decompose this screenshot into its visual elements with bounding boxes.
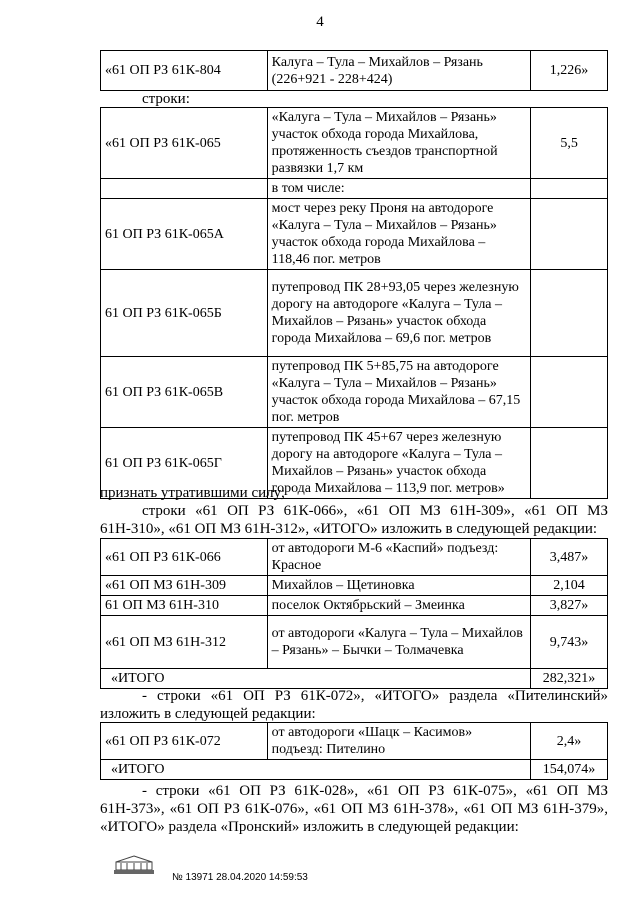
row-code: «61 ОП РЗ 61К-072 <box>101 723 268 760</box>
row-code: 61 ОП МЗ 61Н-310 <box>101 596 268 616</box>
table-row <box>101 357 608 428</box>
row-name: путепровод ПК 28+93,05 через железную дорогу на автодороге «Калуга – Тула – Михайлов – Рязань» участок обхода города Михайлова – 69,6 пог. метров <box>267 270 530 357</box>
table-top <box>100 50 608 91</box>
row-value <box>531 270 608 357</box>
table-row <box>101 723 608 760</box>
registration-stamp: № 13971 28.04.2020 14:59:53 <box>172 872 308 883</box>
row-name: «Калуга – Тула – Михайлов – Рязань» участок обхода города Михайлова, протяженность съездов транспортной развязки 1,7 км <box>267 108 530 179</box>
table-row <box>101 616 608 669</box>
paragraph-mikhailovsky: строки «61 ОП РЗ 61К-066», «61 ОП МЗ 61Н-309», «61 ОП МЗ 61Н-310», «61 ОП МЗ 61Н-312», «ИТОГО» изложить в следующей редакции: <box>100 503 608 537</box>
row-name: Калуга – Тула – Михайлов – Рязань (226+921 - 228+424) <box>267 51 530 91</box>
table-row <box>101 179 608 199</box>
row-name: путепровод ПК 5+85,75 на автодороге «Калуга – Тула – Михайлов – Рязань» участок обхода города Михайлова – 67,15 пог. метров <box>267 357 530 428</box>
row-value <box>531 179 608 199</box>
table-row <box>101 270 608 357</box>
row-name: в том числе: <box>267 179 530 199</box>
table-mikhailovsky <box>100 538 608 689</box>
row-name: Михайлов – Щетиновка <box>267 576 530 596</box>
row-value: 9,743» <box>531 616 608 669</box>
table-row <box>101 51 608 91</box>
row-value <box>531 357 608 428</box>
row-value: 3,487» <box>531 539 608 576</box>
row-code: «61 ОП РЗ 61К-065 <box>101 108 268 179</box>
paragraph-pitelinsky: - строки «61 ОП РЗ 61К-072», «ИТОГО» раздела «Пителинский» изложить в следующей редакции: <box>100 688 608 722</box>
row-name: от автодороги «Калуга – Тула – Михайлов – Рязань» – Бычки – Толмачевка <box>267 616 530 669</box>
label-stroki: строки: <box>142 91 190 107</box>
row-code: 61 ОП РЗ 61К-065Г <box>101 428 268 499</box>
row-name: путепровод ПК 45+67 через железную дорогу на автодороге «Калуга – Тула – Михайлов – Рязань» участок обхода города Михайлова – 113,9 пог. метров» <box>267 428 530 499</box>
table-pitelinsky <box>100 722 608 780</box>
table-total-row <box>101 760 608 780</box>
row-code: «61 ОП МЗ 61Н-312 <box>101 616 268 669</box>
paragraph-lost-force: признать утратившими силу; <box>100 485 286 501</box>
table-row <box>101 539 608 576</box>
total-value: 282,321» <box>531 669 608 689</box>
row-value: 1,226» <box>531 51 608 91</box>
table-total-row <box>101 669 608 689</box>
page-number: 4 <box>316 14 324 30</box>
total-value: 154,074» <box>531 760 608 780</box>
row-name: поселок Октябрьский – Змеинка <box>267 596 530 616</box>
row-code <box>101 179 268 199</box>
row-name: от автодороги М-6 «Каспий» подъезд: Красное <box>267 539 530 576</box>
total-label: «ИТОГО <box>101 669 531 689</box>
table-row <box>101 576 608 596</box>
table-row <box>101 108 608 179</box>
table-row <box>101 596 608 616</box>
building-stamp-icon <box>112 855 156 875</box>
table-row <box>101 199 608 270</box>
row-value: 5,5 <box>531 108 608 179</box>
row-value: 2,104 <box>531 576 608 596</box>
row-value <box>531 199 608 270</box>
row-code: «61 ОП РЗ 61К-804 <box>101 51 268 91</box>
total-label: «ИТОГО <box>101 760 531 780</box>
row-code: 61 ОП РЗ 61К-065А <box>101 199 268 270</box>
row-code: 61 ОП РЗ 61К-065Б <box>101 270 268 357</box>
row-code: «61 ОП РЗ 61К-066 <box>101 539 268 576</box>
row-name: от автодороги «Шацк – Касимов» подъезд: Пителино <box>267 723 530 760</box>
row-code: 61 ОП РЗ 61К-065В <box>101 357 268 428</box>
row-value: 3,827» <box>531 596 608 616</box>
table-lost <box>100 107 608 499</box>
row-value: 2,4» <box>531 723 608 760</box>
row-code: «61 ОП МЗ 61Н-309 <box>101 576 268 596</box>
paragraph-pronsky: - строки «61 ОП РЗ 61К-028», «61 ОП РЗ 61К-075», «61 ОП МЗ 61Н-373», «61 ОП РЗ 61К-076», «61 ОП МЗ 61Н-378», «61 ОП МЗ 61Н-379», «ИТОГО» раздела «Пронский» изложить в следующей редакции: <box>100 783 608 835</box>
row-name: мост через реку Проня на автодороге «Калуга – Тула – Михайлов – Рязань» участок обхода города Михайлова – 118,46 пог. метров <box>267 199 530 270</box>
